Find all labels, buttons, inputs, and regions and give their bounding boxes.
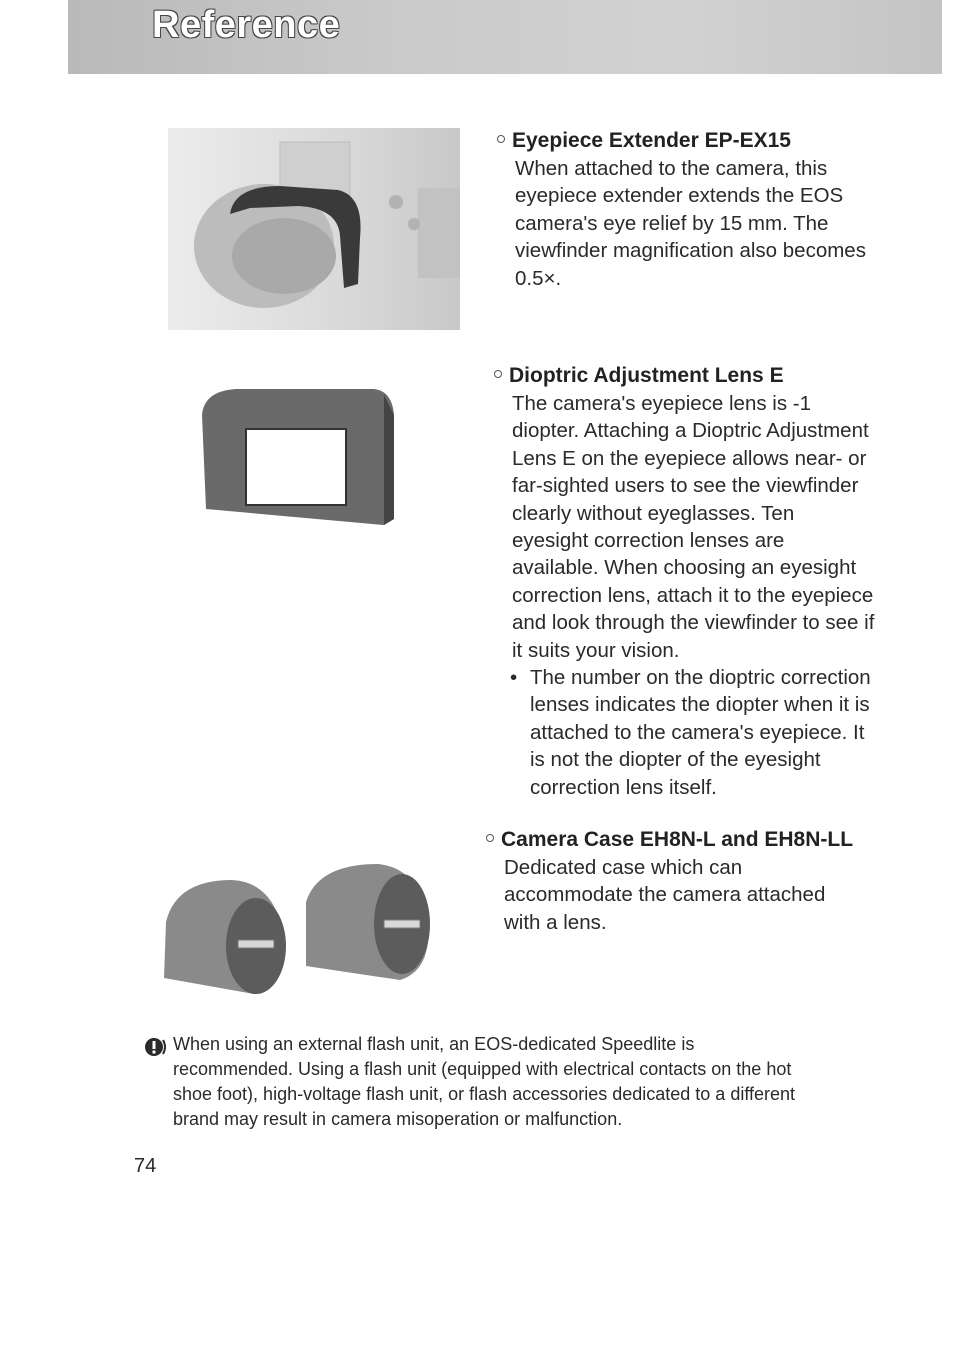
section-title: Eyepiece Extender EP-EX15 <box>497 127 866 155</box>
section-body: When attached to the camera, this eyepiece extender extends the EOS camera's eye relief by 15 mm. The viewfinder magnification also becomes 0.5×. <box>515 157 866 290</box>
section-title: Camera Case EH8N-L and EH8N-LL <box>486 826 853 854</box>
eyepiece-extender-photo <box>168 128 460 330</box>
section-eyepiece-extender <box>497 127 866 292</box>
section-body: The camera's eyepiece lens is -1 diopter. Attaching a Dioptric Adjustment Lens E on the eyepiece allows near- or far-sighted users to see the viewfinder clearly without eyeglasses. Ten eyesight correction lenses are available. When choosing an eyesight correction lens, attach it to the eyepiece and look through the viewfinder to see if it suits your vision. <box>512 392 875 662</box>
section-dioptric-lens <box>494 362 874 801</box>
dioptric-lens-photo <box>196 385 398 527</box>
bullet-dot-icon <box>497 135 505 143</box>
caution-icon <box>144 1036 168 1058</box>
page-number: 74 <box>134 1155 157 1177</box>
camera-case-photo <box>156 862 442 1000</box>
section-body: Dedicated case which can accommodate the camera attached with a lens. <box>504 856 826 934</box>
section-title: Dioptric Adjustment Lens E <box>494 362 874 390</box>
bullet-dot-icon <box>486 834 494 842</box>
bullet-dot-icon <box>494 370 502 378</box>
section-bullet-note: • The number on the dioptric correction lenses indicates the diopter when it is attached to the camera's eyepiece. It is not the diopter of the eyesight correction lens itself. <box>510 666 871 799</box>
caution-note: When using an external flash unit, an EOS-dedicated Speedlite is recommended. Using a flash unit (equipped with electrical contacts on the hot shoe foot), high-voltage flash unit, or flash accessories dedicated to a different brand may result in camera misoperation or malfunction. <box>144 1032 904 1132</box>
page-title: Reference <box>152 4 341 46</box>
section-camera-case <box>486 826 853 936</box>
